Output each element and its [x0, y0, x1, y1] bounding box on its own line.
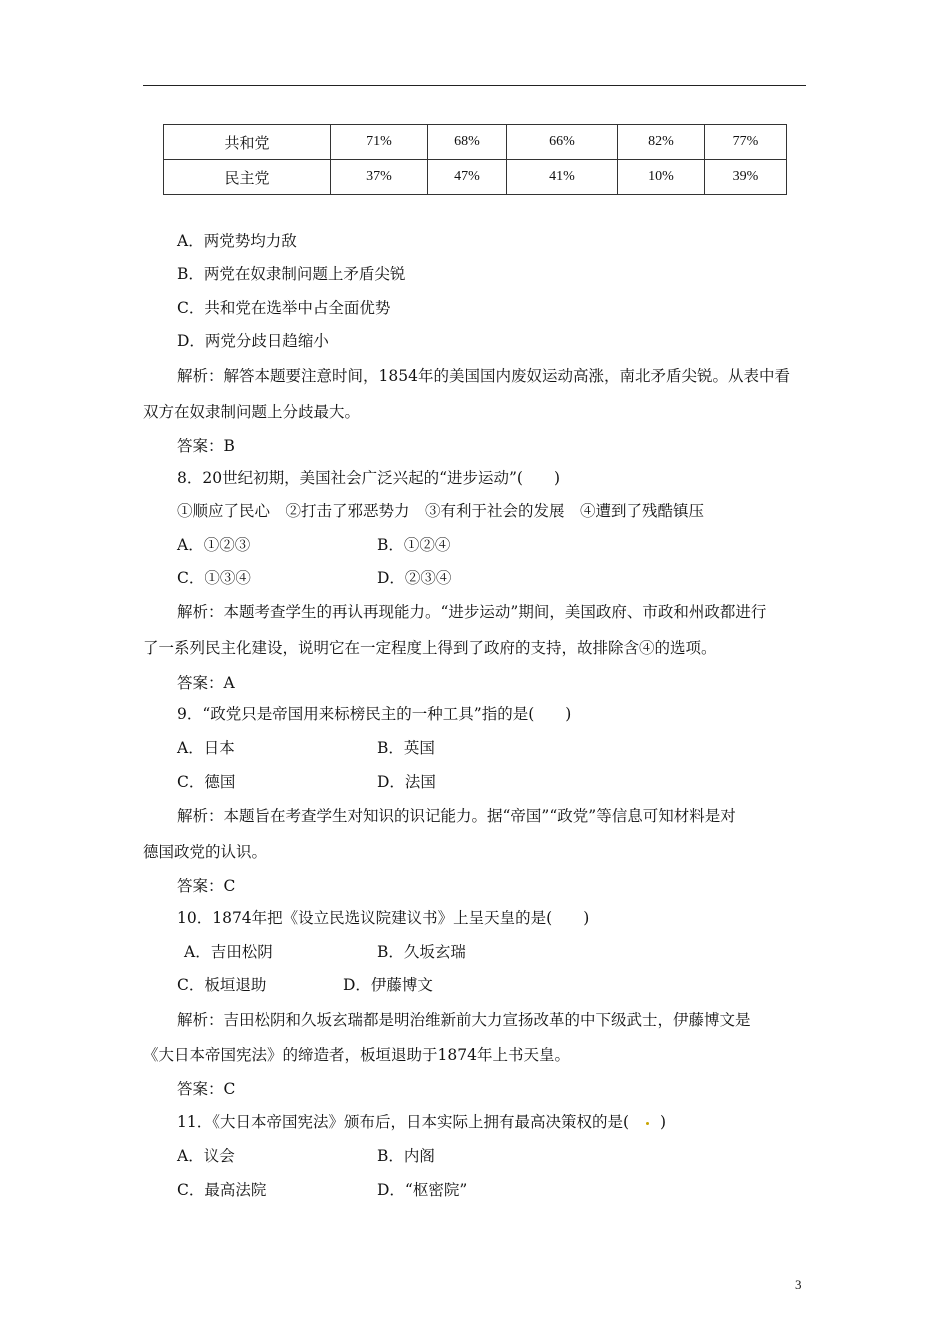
q8-items: ①顺应了民心 ②打击了邪恶势力 ③有利于社会的发展 ④遭到了残酷镇压 [177, 502, 705, 520]
q10-option-c: C．板垣退助 [177, 976, 267, 994]
party-cell: 共和党 [164, 125, 331, 160]
q10-answer: 答案：C [177, 1080, 236, 1098]
q8-option-b: B．①②④ [377, 536, 451, 554]
q9-option-b: B．英国 [377, 739, 435, 757]
q9-option-a: A．日本 [177, 739, 235, 757]
value-cell: 68% [428, 125, 507, 160]
value-cell: 66% [507, 125, 618, 160]
q7-analysis: 解析：解答本题要注意时间，1854年的美国国内废奴运动高涨，南北矛盾尖锐。从表中看 [177, 367, 790, 385]
q7-option-c: C．共和党在选举中占全面优势 [177, 299, 391, 317]
q9-option-d: D．法国 [377, 773, 436, 791]
q9-analysis-cont: 德国政党的认识。 [143, 843, 268, 861]
q9-question: 9．“政党只是帝国用来标榜民主的一种工具”指的是( ) [177, 705, 572, 723]
q7-answer: 答案：B [177, 437, 235, 455]
value-cell: 37% [331, 160, 428, 195]
q11-option-c: C．最高法院 [177, 1181, 267, 1199]
q9-option-c: C．德国 [177, 773, 236, 791]
poll-table [163, 124, 787, 195]
q7-option-d: D．两党分歧日趋缩小 [177, 332, 329, 350]
q10-option-b: B．久坂玄瑞 [377, 943, 466, 961]
q8-analysis: 解析：本题考查学生的再认再现能力。“进步运动”期间，美国政府、市政和州政都进行 [177, 603, 767, 621]
value-cell: 10% [618, 160, 705, 195]
q7-option-a: A．两党势均力敌 [177, 232, 297, 250]
value-cell: 82% [618, 125, 705, 160]
q8-answer: 答案：A [177, 674, 235, 692]
q11-question-text: 11．《大日本帝国宪法》颁布后，日本实际上拥有最高决策权的是( [177, 1113, 630, 1131]
table-row [164, 160, 787, 195]
value-cell: 39% [705, 160, 787, 195]
value-cell: 47% [428, 160, 507, 195]
q10-question: 10．1874年把《设立民选议院建议书》上呈天皇的是( ) [177, 909, 590, 927]
q8-analysis-cont: 了一系列民主化建设，说明它在一定程度上得到了政府的支持，故排除含④的选项。 [143, 639, 717, 657]
value-cell: 77% [705, 125, 787, 160]
value-cell: 41% [507, 160, 618, 195]
q8-option-a: A．①②③ [177, 536, 251, 554]
q9-analysis: 解析：本题旨在考查学生对知识的识记能力。据“帝国”“政党”等信息可知材料是对 [177, 807, 736, 825]
header-rule [143, 85, 806, 86]
q7-option-b: B．两党在奴隶制问题上矛盾尖锐 [177, 265, 406, 283]
q8-option-c: C．①③④ [177, 569, 251, 587]
q9-answer: 答案：C [177, 877, 236, 895]
q11-option-a: A．议会 [177, 1147, 235, 1165]
page-number: 3 [795, 1277, 802, 1292]
q10-option-a: A．吉田松阴 [184, 943, 273, 961]
party-cell: 民主党 [164, 160, 331, 195]
q10-option-d: D．伊藤博文 [343, 976, 433, 994]
q11-option-b: B．内阁 [377, 1147, 435, 1165]
q11-question-close: ) [660, 1113, 667, 1131]
table-row [164, 125, 787, 160]
q7-analysis-cont: 双方在奴隶制问题上分歧最大。 [143, 403, 361, 421]
q11-question [177, 1112, 666, 1132]
value-cell: 71% [331, 125, 428, 160]
dot-mark [646, 1122, 649, 1125]
q8-question: 8．20世纪初期，美国社会广泛兴起的“进步运动”( ) [177, 469, 561, 487]
q10-analysis-cont: 《大日本帝国宪法》的缔造者，板垣退助于1874年上书天皇。 [143, 1046, 570, 1064]
q8-option-d: D．②③④ [377, 569, 452, 587]
q11-option-d: D．“枢密院” [377, 1181, 468, 1199]
q10-analysis: 解析：吉田松阴和久坂玄瑞都是明治维新前大力宣扬改革的中下级武士，伊藤博文是 [177, 1011, 751, 1029]
